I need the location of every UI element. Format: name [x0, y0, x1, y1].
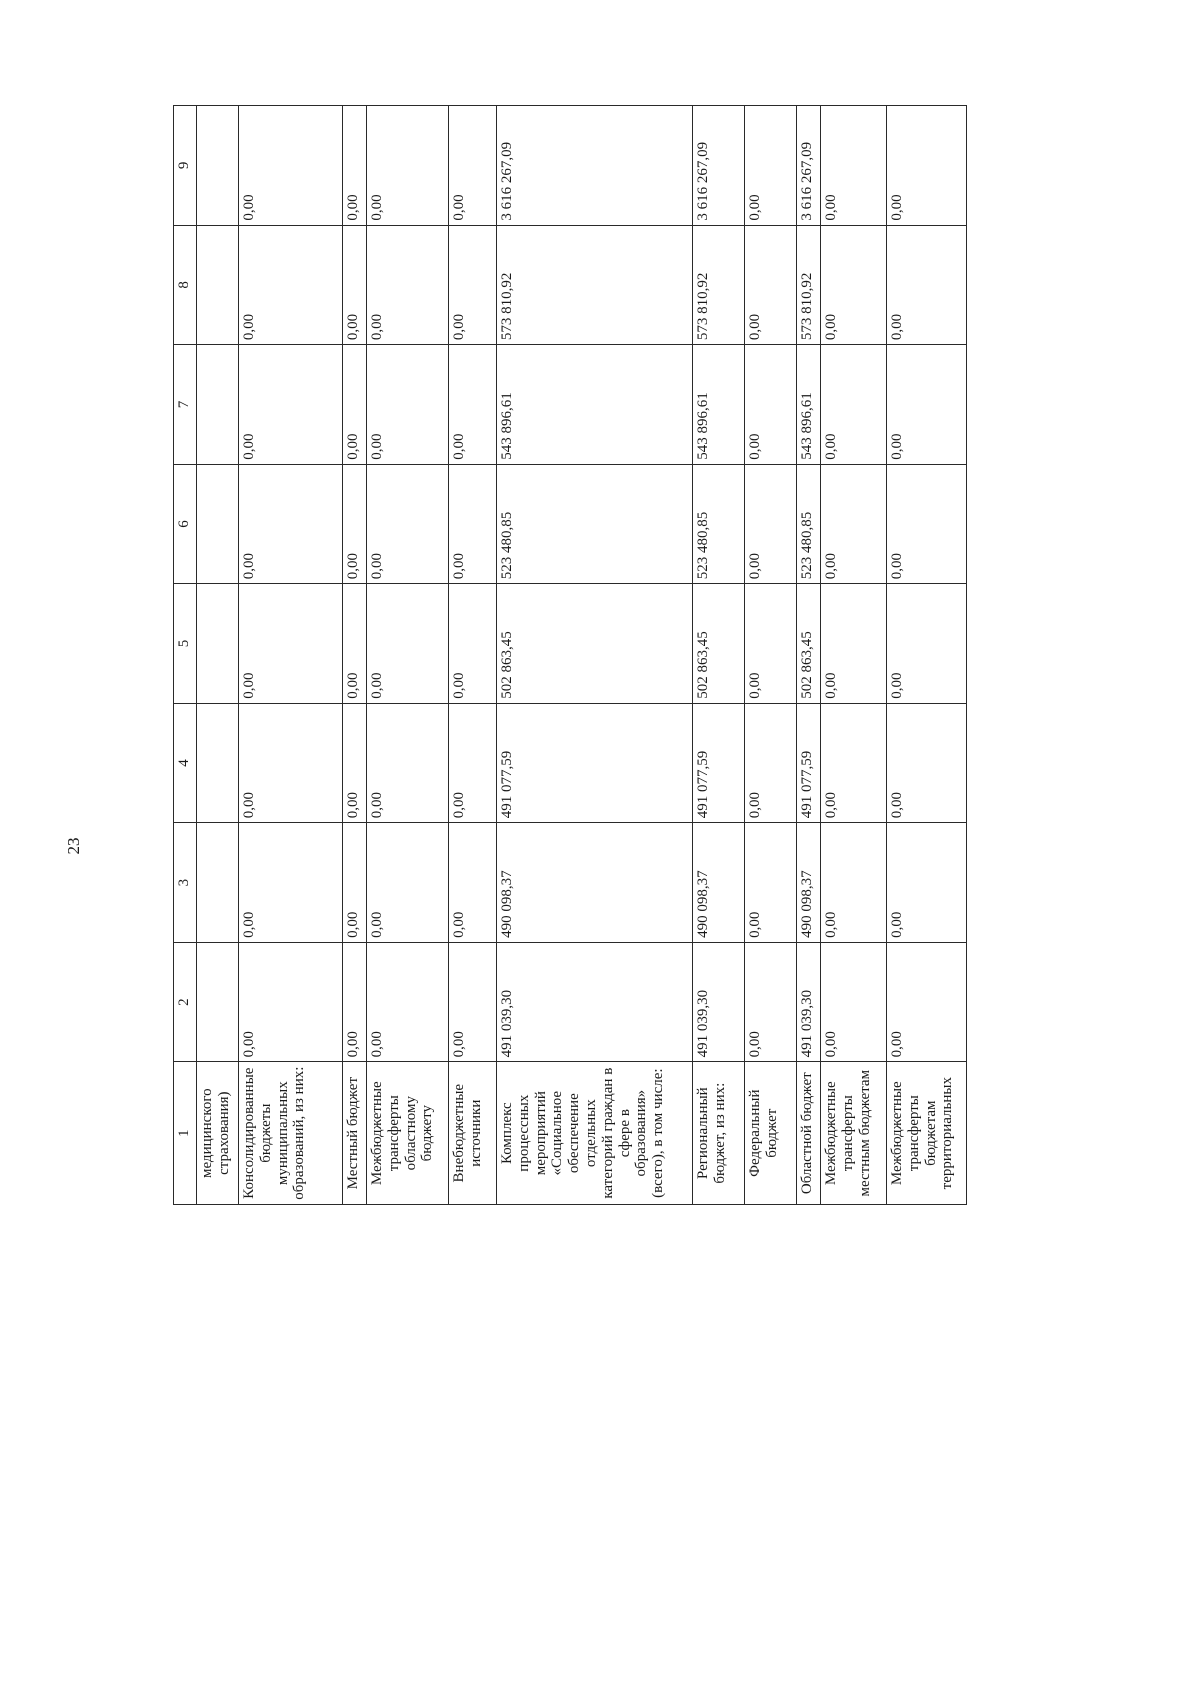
- value-cell: 0,00: [821, 584, 887, 704]
- value-cell: 0,00: [367, 942, 449, 1062]
- value-cell: 490 098,37: [797, 823, 821, 943]
- value-cell: 0,00: [239, 345, 343, 465]
- table-row: [449, 106, 497, 1205]
- row-label: Федеральный бюджет: [745, 1062, 797, 1205]
- value-cell: 0,00: [449, 942, 497, 1062]
- value-cell: 0,00: [449, 345, 497, 465]
- value-cell: 0,00: [343, 942, 367, 1062]
- value-cell: 3 616 267,09: [497, 106, 693, 226]
- value-cell: 491 077,59: [797, 703, 821, 823]
- value-cell: 0,00: [887, 106, 967, 226]
- value-cell: 0,00: [745, 345, 797, 465]
- value-cell: 0,00: [367, 106, 449, 226]
- column-header: 4: [174, 703, 197, 823]
- value-cell: 0,00: [239, 703, 343, 823]
- column-header: 5: [174, 584, 197, 704]
- value-cell: [197, 106, 239, 226]
- value-cell: 0,00: [887, 703, 967, 823]
- row-label: Межбюджетные трансферты областному бюджету: [367, 1062, 449, 1205]
- value-cell: 573 810,92: [497, 225, 693, 345]
- column-header: 6: [174, 464, 197, 584]
- value-cell: 0,00: [887, 942, 967, 1062]
- table-header-row: [174, 106, 197, 1205]
- value-cell: 523 480,85: [797, 464, 821, 584]
- row-label: Межбюджетные трансферты бюджетам территориальных: [887, 1062, 967, 1205]
- value-cell: 0,00: [887, 823, 967, 943]
- column-header: 3: [174, 823, 197, 943]
- value-cell: 0,00: [821, 106, 887, 226]
- value-cell: 573 810,92: [693, 225, 745, 345]
- row-label: Консолидированные бюджеты муниципальных образований, из них:: [239, 1062, 343, 1205]
- value-cell: 0,00: [745, 703, 797, 823]
- table-row: [797, 106, 821, 1205]
- table-row: [367, 106, 449, 1205]
- value-cell: 0,00: [745, 823, 797, 943]
- value-cell: 0,00: [821, 703, 887, 823]
- rotated-table-container: [173, 105, 956, 1205]
- value-cell: 491 039,30: [693, 942, 745, 1062]
- financing-table: [173, 105, 967, 1205]
- value-cell: 0,00: [745, 584, 797, 704]
- table-row: [745, 106, 797, 1205]
- value-cell: 491 039,30: [497, 942, 693, 1062]
- value-cell: 0,00: [367, 464, 449, 584]
- value-cell: 0,00: [745, 942, 797, 1062]
- value-cell: 3 616 267,09: [797, 106, 821, 226]
- value-cell: 0,00: [367, 703, 449, 823]
- value-cell: 0,00: [745, 106, 797, 226]
- value-cell: 0,00: [449, 823, 497, 943]
- value-cell: 0,00: [449, 584, 497, 704]
- table-row: [343, 106, 367, 1205]
- table-body: [197, 106, 967, 1205]
- value-cell: [197, 464, 239, 584]
- value-cell: 0,00: [745, 464, 797, 584]
- value-cell: 0,00: [821, 942, 887, 1062]
- value-cell: 0,00: [367, 823, 449, 943]
- column-header: 2: [174, 942, 197, 1062]
- value-cell: 0,00: [821, 345, 887, 465]
- value-cell: 3 616 267,09: [693, 106, 745, 226]
- value-cell: 0,00: [239, 584, 343, 704]
- table-row: [693, 106, 745, 1205]
- value-cell: 0,00: [239, 106, 343, 226]
- row-label: Местный бюджет: [343, 1062, 367, 1205]
- value-cell: 0,00: [239, 823, 343, 943]
- row-label: Межбюджетные трансферты местным бюджетам: [821, 1062, 887, 1205]
- table-row: [887, 106, 967, 1205]
- value-cell: 0,00: [887, 345, 967, 465]
- column-header: 9: [174, 106, 197, 226]
- value-cell: 0,00: [367, 345, 449, 465]
- value-cell: 0,00: [367, 584, 449, 704]
- page-number: 23: [64, 837, 83, 855]
- value-cell: 0,00: [821, 464, 887, 584]
- value-cell: 523 480,85: [693, 464, 745, 584]
- value-cell: 523 480,85: [497, 464, 693, 584]
- table-row: [197, 106, 239, 1205]
- value-cell: [197, 584, 239, 704]
- value-cell: 0,00: [343, 345, 367, 465]
- value-cell: 543 896,61: [797, 345, 821, 465]
- value-cell: 543 896,61: [497, 345, 693, 465]
- value-cell: [197, 703, 239, 823]
- value-cell: [197, 345, 239, 465]
- value-cell: 0,00: [887, 584, 967, 704]
- value-cell: 502 863,45: [797, 584, 821, 704]
- value-cell: 0,00: [367, 225, 449, 345]
- column-header: 7: [174, 345, 197, 465]
- value-cell: 491 039,30: [797, 942, 821, 1062]
- value-cell: 0,00: [343, 106, 367, 226]
- value-cell: 502 863,45: [693, 584, 745, 704]
- value-cell: 491 077,59: [497, 703, 693, 823]
- value-cell: [197, 823, 239, 943]
- table-row: [821, 106, 887, 1205]
- row-label: медицинского страхования): [197, 1062, 239, 1205]
- value-cell: 0,00: [449, 106, 497, 226]
- value-cell: 0,00: [449, 225, 497, 345]
- value-cell: 490 098,37: [693, 823, 745, 943]
- value-cell: 491 077,59: [693, 703, 745, 823]
- value-cell: 543 896,61: [693, 345, 745, 465]
- value-cell: 0,00: [343, 464, 367, 584]
- row-label: Комплекс процессных мероприятий «Социальное обеспечение отдельных категорий граждан в сфере в образования» (всего), в том числе:: [497, 1062, 693, 1205]
- value-cell: 0,00: [239, 464, 343, 584]
- table-row: [497, 106, 693, 1205]
- value-cell: 0,00: [343, 703, 367, 823]
- value-cell: [197, 942, 239, 1062]
- row-label: Внебюджетные источники: [449, 1062, 497, 1205]
- value-cell: 0,00: [343, 584, 367, 704]
- value-cell: 0,00: [449, 703, 497, 823]
- value-cell: 0,00: [821, 225, 887, 345]
- value-cell: 502 863,45: [497, 584, 693, 704]
- column-header: 1: [174, 1062, 197, 1205]
- row-label: Областной бюджет: [797, 1062, 821, 1205]
- value-cell: 0,00: [239, 225, 343, 345]
- value-cell: 573 810,92: [797, 225, 821, 345]
- row-label: Региональный бюджет, из них:: [693, 1062, 745, 1205]
- value-cell: 0,00: [745, 225, 797, 345]
- value-cell: 490 098,37: [497, 823, 693, 943]
- value-cell: 0,00: [887, 464, 967, 584]
- value-cell: 0,00: [239, 942, 343, 1062]
- value-cell: 0,00: [449, 464, 497, 584]
- value-cell: 0,00: [887, 225, 967, 345]
- value-cell: 0,00: [343, 225, 367, 345]
- value-cell: 0,00: [343, 823, 367, 943]
- table-row: [239, 106, 343, 1205]
- value-cell: [197, 225, 239, 345]
- value-cell: 0,00: [821, 823, 887, 943]
- column-header: 8: [174, 225, 197, 345]
